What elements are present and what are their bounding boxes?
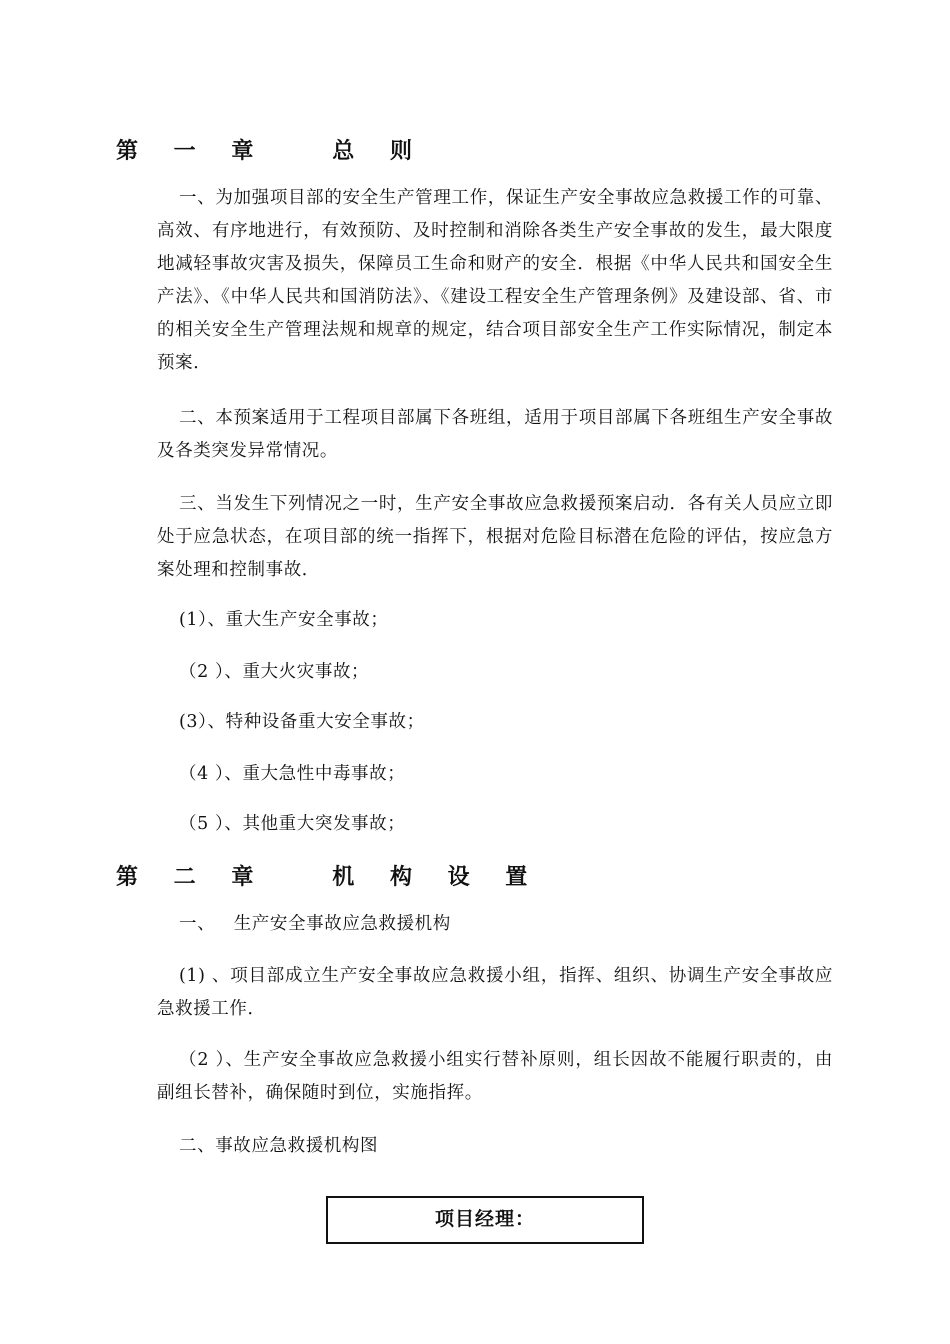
chapter-2-paragraph-2: （2 ）、生产安全事故应急救援小组实行替补原则，组长因故不能履行职责的，由副组长替补，确保随时到位，实施指挥。 [157, 1050, 833, 1103]
chapter-1-paragraph-2: 二、本预案适用于工程项目部属下各班组，适用于项目部属下各班组生产安全事故及各类突发异常情况。 [157, 408, 833, 461]
list-item: （4 ）、重大急性中毒事故； [179, 764, 406, 784]
chapter-1-title: 第 一 章 总 则 [116, 139, 426, 164]
list-item: (3）、特种设备重大安全事故； [179, 712, 425, 732]
list-item: (1）、重大生产安全事故； [179, 610, 389, 630]
list-item: （2 ）、重大火灾事故； [179, 662, 370, 682]
chapter-2-paragraph-1: (1) 、项目部成立生产安全事故应急救援小组，指挥、组织、协调生产安全事故应急救援工作． [157, 966, 833, 1019]
chapter-2-section-1-heading: 一、 生产安全事故应急救援机构 [179, 914, 451, 934]
chapter-1-paragraph-3: 三、当发生下列情况之一时，生产安全事故应急救援预案启动．各有关人员应立即处于应急状态，在项目部的统一指挥下，根据对危险目标潜在危险的评估，按应急方案处理和控制事故． [157, 494, 833, 580]
org-chart-project-manager-label: 项目经理： [434, 1208, 535, 1230]
list-item: （5 ）、其他重大突发事故； [179, 814, 406, 834]
chapter-2-title: 第 二 章 机 构 设 置 [116, 865, 542, 890]
chapter-2-section-2-heading: 二、事故应急救援机构图 [179, 1136, 379, 1156]
chapter-1-paragraph-1: 一、为加强项目部的安全生产管理工作，保证生产安全事故应急救援工作的可靠、高效、有序地进行，有效预防、及时控制和消除各类生产安全事故的发生，最大限度地减轻事故灾害及损失，保障员工生命和财产的安全．根据《中华人民共和国安全生产法》、《中华人民共和国消防法》、《建设工程安全生产管理条例》及建设部、省、市的相关安全生产管理法规和规章的规定，结合项目部安全生产工作实际情况，制定本预案． [157, 188, 833, 373]
org-chart-top-box [326, 1196, 644, 1244]
